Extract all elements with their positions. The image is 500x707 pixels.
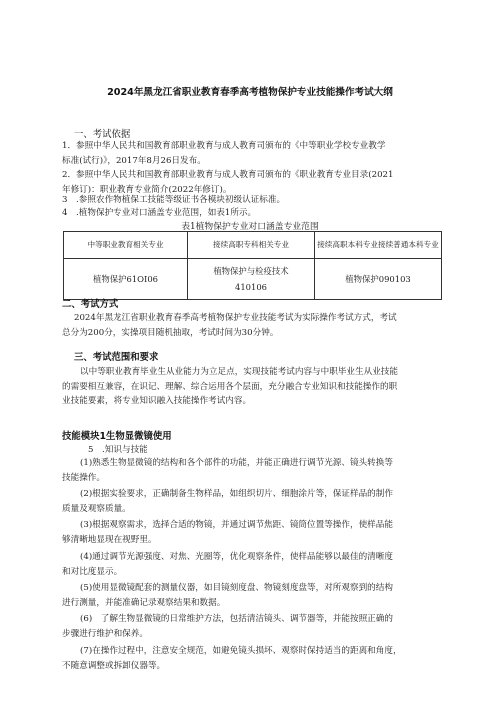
skill-item-5-line-2: 进行测量，并能准确记录观察结果和数据。 bbox=[62, 597, 226, 608]
basis-item-3-line-1: 3 .参照农作物植保工技能等级证书各模块初级认证标准。 bbox=[62, 195, 286, 205]
skill-item-3-line-2: 够清晰地显现在视野里。 bbox=[62, 534, 157, 545]
skill-item-4-line-2: 和对比度显示。 bbox=[62, 566, 123, 577]
section-heading-basis: 一、考试依据 bbox=[74, 129, 131, 140]
skill-item-4-line-1: (4)通过调节光源强度、对焦、光圈等，优化观察条件，使样品能够以最佳的清晰度 bbox=[80, 552, 393, 562]
section-heading-method: 二、考试方式 bbox=[62, 299, 119, 310]
skill-item-2-line-2: 质量及观察质量。 bbox=[62, 503, 131, 514]
table-cell-text: 植物保护与检疫技术 bbox=[213, 266, 289, 276]
scope-paragraph bbox=[62, 365, 398, 409]
table-cell-text: 410106 bbox=[235, 282, 267, 292]
basis-item-1 bbox=[62, 139, 385, 168]
table-cell bbox=[64, 259, 188, 300]
skill-item-1-line-1: (1)熟悉生物显微镜的结构和各个部件的功能，并能正确进行调节光源、镜头转换等 bbox=[80, 458, 393, 468]
basis-item-2-line-1: 2．参照中华人民共和国教育部职业教育与成人教育司颁布的《职业教育专业目录(2021 bbox=[62, 170, 394, 180]
table-cell bbox=[315, 259, 442, 300]
basis-item-4-line-1: 4 .植物保护专业对口涵盖专业范围，如表1所示。 bbox=[62, 208, 257, 218]
table-header-row bbox=[64, 232, 442, 259]
table-cell-text: 植物保护61OI06 bbox=[93, 274, 158, 284]
skill-item-3-line-1: (3)根据观察需求，选择合适的物镜，并通过调节焦距、镜筒位置等操作，使样品能 bbox=[80, 520, 393, 530]
skill-item-7-line-2: 不随意调整或拆卸仪器等。 bbox=[62, 660, 166, 671]
table-caption: 表1植物保护专业对口涵盖专业范围 bbox=[181, 222, 319, 232]
table-cell-text: 植物保护090103 bbox=[345, 274, 411, 284]
skill-item-7 bbox=[62, 644, 402, 673]
major-coverage-table bbox=[63, 231, 442, 300]
skill-item-1 bbox=[62, 456, 393, 485]
scope-line-1: 以中等职业教育毕业生从业能力为立足点，实现技能考试内容与中职毕业生从业技能 bbox=[80, 367, 398, 377]
table-row bbox=[64, 259, 442, 300]
table-header-cell: 接续高职专科相关专业 bbox=[188, 232, 315, 259]
basis-item-2-line-2: 年修订)：职业教育专业简介(2022年修订)。 bbox=[62, 184, 232, 195]
skill-item-4 bbox=[62, 550, 393, 579]
basis-item-1-line-1: 1．参照中华人民共和国教育部职业教育与成人教育司颁布的《中等职业学校专业教学 bbox=[62, 141, 386, 151]
skill-item-2-line-1: (2)根据实验要求，正确制备生物样品，如组织切片、细胞涂片等，保证样品的制作 bbox=[80, 489, 393, 499]
scope-line-2: 的需要相互兼容，在识记、理解、综合运用各个层面，充分融合专业知识和技能操作的职 bbox=[62, 381, 398, 392]
section-heading-scope: 三、考试范围和要求 bbox=[74, 352, 159, 363]
method-line-2: 总分为200分，实操项目随机抽取，考试时间为30分钟。 bbox=[62, 327, 279, 338]
skill-item-1-line-2: 技能操作。 bbox=[62, 472, 105, 483]
method-paragraph bbox=[62, 311, 397, 340]
skill-item-2 bbox=[62, 487, 393, 516]
knowledge-skills-subheading: 5 .知识与技能 bbox=[88, 445, 148, 455]
skill-item-5-line-1: (5)使用显微镜配套的测量仪器，如目镜刻度盘、物镜刻度盘等，对所观察到的结构 bbox=[80, 583, 393, 593]
skill-item-6-line-1: (6) 了解生物显微镜的日常维护方法，包括清洁镜头、调节器等，并能按照正确的 bbox=[80, 614, 393, 624]
skill-item-5 bbox=[62, 581, 393, 610]
scope-line-3: 业技能要素，将专业知识融入技能操作考试内容。 bbox=[62, 396, 252, 406]
skill-item-7-line-1: (7)在操作过程中，注意安全规范，如避免镜头损坏、观察时保持适当的距离和角度， bbox=[80, 646, 402, 656]
method-line-1: 2024年黑龙江省职业教育春季高考植物保护专业技能考试为实际操作考试方式，考试 bbox=[74, 313, 397, 323]
skill-item-6 bbox=[62, 612, 393, 641]
table-cell bbox=[188, 259, 315, 300]
skill-item-6-line-2: 步骤进行维护和保养。 bbox=[62, 628, 148, 639]
table-header-cell: 中等职业教育相关专业 bbox=[64, 232, 188, 259]
table-header-cell: 接续高职本科专业接续普通本科专业 bbox=[315, 232, 442, 259]
document-title: 2024年黑龙江省职业教育春季高考植物保护专业技能操作考试大纲 bbox=[107, 87, 393, 98]
module-1-heading: 技能模块1生物显微镜使用 bbox=[62, 431, 172, 442]
skill-item-3 bbox=[62, 518, 393, 547]
basis-item-1-line-2: 标准(试行)》，2017年8月26日发布。 bbox=[62, 155, 206, 166]
